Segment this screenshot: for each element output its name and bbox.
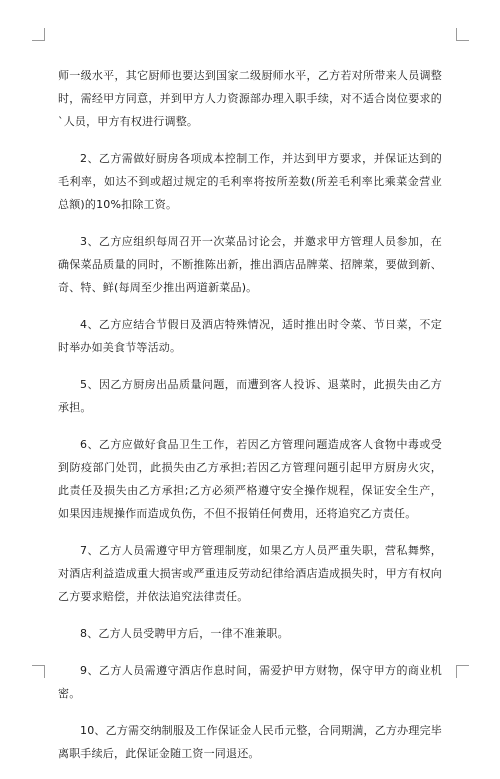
paragraph-continuation: 师一级水平，其它厨师也要达到国家二级厨师水平，乙方若对所带来人员调整时，需经甲方同意，并到甲方人力资源部办理入职手续，对不适合岗位要求的`人员，甲方有权进行调整。 xyxy=(58,69,442,128)
clause-8: 8、乙方人员受聘甲方后，一律不准兼职。 xyxy=(80,627,289,640)
clause-7: 7、乙方人员需遵守甲方管理制度，如果乙方人员严重失职，营私舞弊，对酒店利益造成重大损害或严重违反劳动纪律给酒店造成损失时，甲方有权向乙方要求赔偿，并依法追究法律责任。 xyxy=(58,544,442,603)
crop-mark-bottom-left xyxy=(32,665,45,678)
clause-4: 4、乙方应结合节假日及酒店特殊情况，适时推出时令菜、节日菜，不定时举办如美食节等活动。 xyxy=(58,318,442,354)
clause-3: 3、乙方应组织每周召开一次菜品讨论会，并邀求甲方管理人员参加，在确保菜品质量的同时，不断推陈出新，推出酒店品牌菜、招牌菜，要做到新、奇、特、鲜(每周至少推出两道新菜品)。 xyxy=(58,235,442,294)
clause-10: 10、乙方需交纳制服及工作保证金人民币元整，合同期满，乙方办理完毕离职手续后，此保证金随工资一同退还。 xyxy=(58,724,442,760)
document-body xyxy=(58,64,442,779)
crop-mark-top-right xyxy=(456,28,469,41)
clause-5: 5、因乙方厨房出品质量问题，而遭到客人投诉、退菜时，此损失由乙方承担。 xyxy=(58,378,442,414)
clause-6: 6、乙方应做好食品卫生工作，若因乙方管理问题造成客人食物中毒或受到防疫部门处罚，此损失由乙方承担;若因乙方管理问题引起甲方厨房火灾，此责任及损失由乙方承担;乙方必须严格遵守安全操作规程，保证安全生产，如果因违规操作而造成负伤，不但不报销任何费用，还将追究乙方责任。 xyxy=(58,438,442,520)
crop-mark-top-left xyxy=(32,28,45,41)
clause-2: 2、乙方需做好厨房各项成本控制工作，并达到甲方要求，并保证达到的毛利率，如达不到或超过规定的毛利率将按所差数(所差毛利率比乘菜金营业总额)的10%扣除工资。 xyxy=(58,152,442,211)
crop-mark-bottom-right xyxy=(456,665,469,678)
clause-9: 9、乙方人员需遵守酒店作息时间，需爱护甲方财物，保守甲方的商业机密。 xyxy=(58,664,442,700)
